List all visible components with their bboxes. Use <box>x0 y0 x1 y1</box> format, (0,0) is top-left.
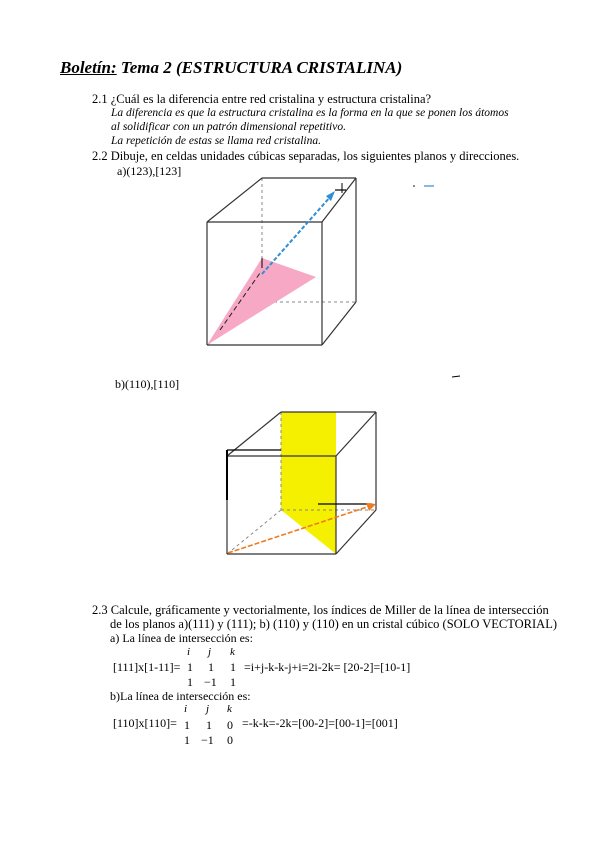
matrix-b-r1-c2: 1 <box>206 718 212 732</box>
matrix-a-r1-c2: 1 <box>208 660 214 674</box>
matrix-a-i: i <box>187 646 191 658</box>
matrix-a-r2-c1: 1 <box>187 675 193 689</box>
matrix-a-result: =i+j-k-k-j+i=2i-2k= [20-2]=[10-1] <box>244 660 411 674</box>
matrix-a-r2-c3: 1 <box>230 675 236 689</box>
question-2-3-line-2: de los planos a)(111) y (111); b) (110) y (110) en un cristal cúbico (SOLO VECTORIAL) <box>110 617 558 631</box>
label-2-2-a: a)(123),[123] <box>117 164 182 178</box>
matrix-a-k: k <box>230 646 235 658</box>
matrix-b-r1-c1: 1 <box>184 718 190 732</box>
matrix-b-r2-c3: 0 <box>227 733 233 747</box>
matrix-b-r1-c3: 0 <box>227 718 233 732</box>
answer-2-1-line-2: al solidificar con un patrón dimensional repetitivo. <box>111 121 346 133</box>
matrix-b-result: =-k-k=-2k=[00-2]=[00-1]=[001] <box>242 716 398 730</box>
question-2-2: 2.2 Dibuje, en celdas unidades cúbicas separadas, los siguientes planos y direcciones. <box>92 149 520 163</box>
matrix-a-r2-c2: −1 <box>204 675 217 689</box>
matrix-b-j: j <box>206 703 210 715</box>
matrix-a-j: j <box>208 646 212 658</box>
matrix-b-r2-c1: 1 <box>184 733 190 747</box>
question-2-3-line-1: 2.3 Calcule, gráficamente y vectorialmente, los índices de Miller de la línea de intersección <box>92 603 549 617</box>
label-2-3-a: a) La línea de intersección es: <box>110 631 253 645</box>
matrix-b-r2-c2: −1 <box>201 733 214 747</box>
title-rest: Tema 2 (ESTRUCTURA CRISTALINA) <box>116 58 403 77</box>
matrix-a-lhs: [111]x[1-11]= <box>113 660 181 674</box>
question-2-1: 2.1 ¿Cuál es la diferencia entre red cristalina y estructura cristalina? <box>92 92 432 106</box>
matrix-b-k: k <box>227 703 232 715</box>
answer-2-1-line-3: La repetición de estas se llama red cristalina. <box>111 135 321 147</box>
label-2-2-b: b)(110),[110] <box>115 377 180 391</box>
matrix-a-r1-c3: 1 <box>230 660 236 674</box>
matrix-b-lhs: [110]x[110]= <box>113 716 177 730</box>
matrix-b-i: i <box>184 703 188 715</box>
matrix-a-r1-c1: 1 <box>187 660 193 674</box>
answer-2-1-line-1: La diferencia es que la estructura cristalina es la forma en la que se ponen los átomos <box>111 107 509 119</box>
title-prefix: Boletín: <box>60 58 117 77</box>
label-2-3-b: b)La línea de intersección es: <box>110 689 251 703</box>
